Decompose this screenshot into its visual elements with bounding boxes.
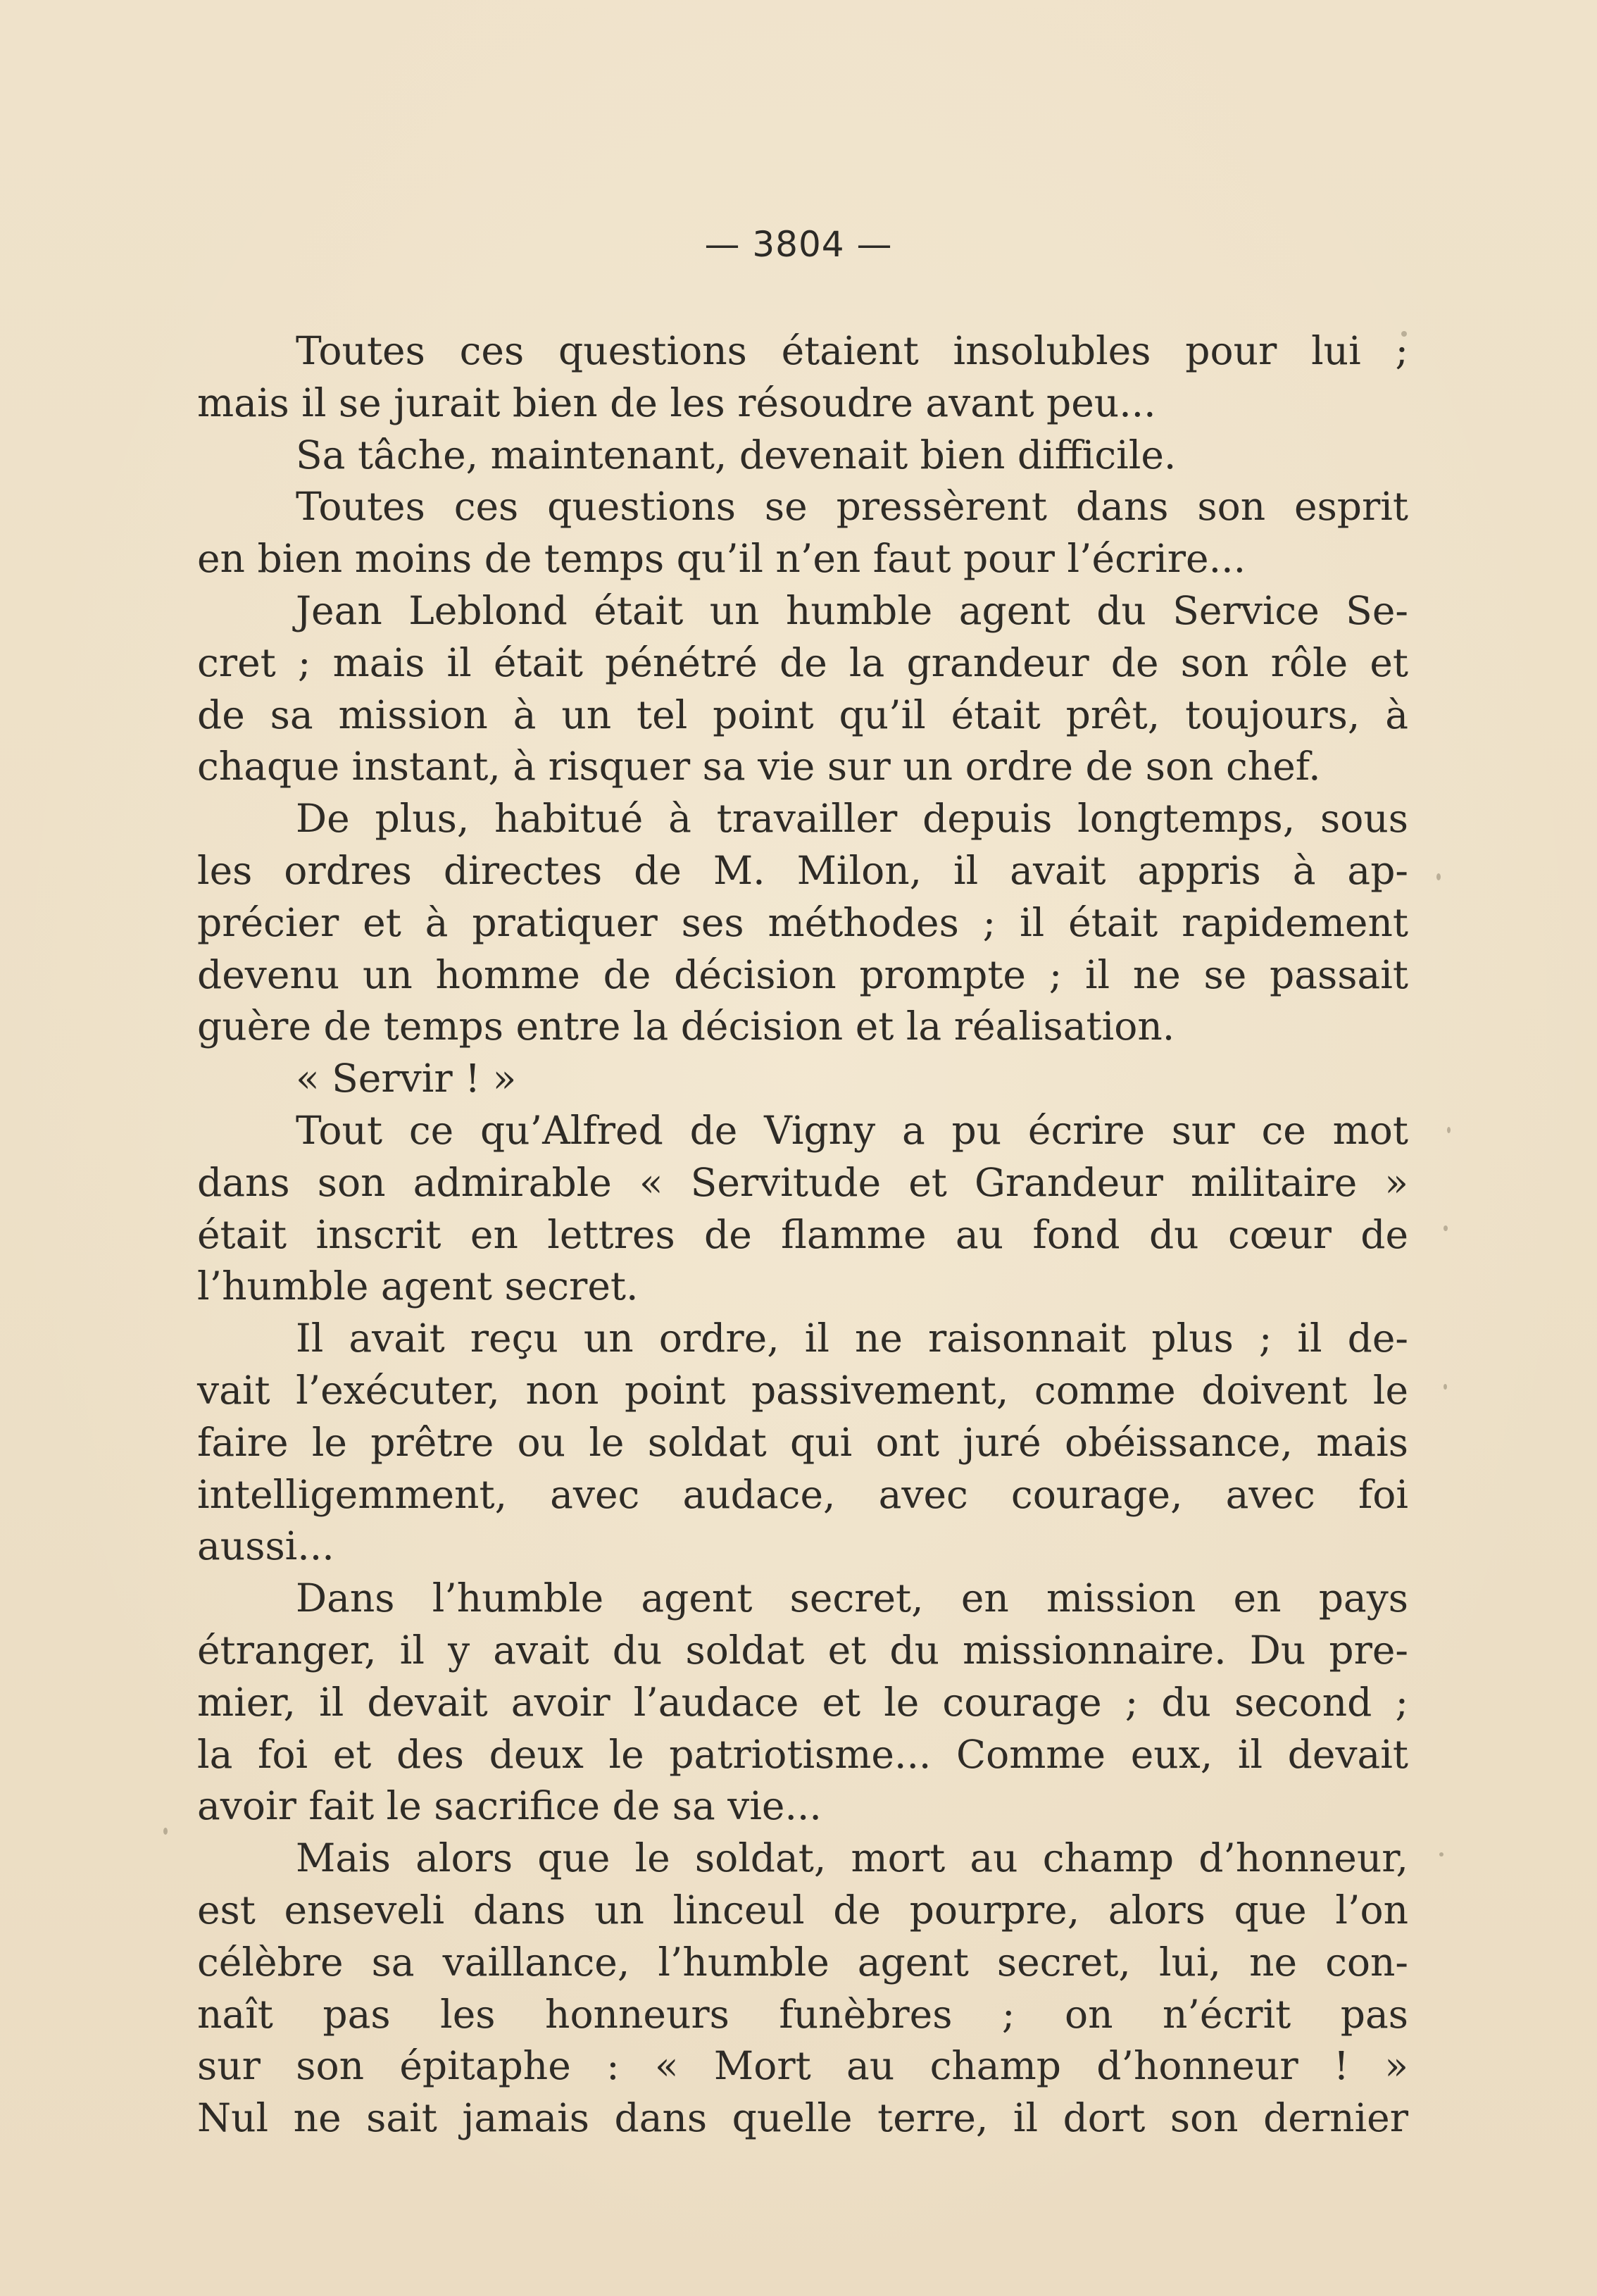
text-line: De plus, habitué à travailler depuis longtemps, sous <box>296 796 1408 842</box>
text-line: avoir fait le sacrifice de sa vie... <box>197 1783 822 1829</box>
paper-speck <box>1443 1225 1448 1231</box>
text-line: en bien moins de temps qu’il n’en faut pour l’écrire... <box>197 536 1246 582</box>
paper-speck <box>1443 1384 1447 1390</box>
text-line: « Servir ! » <box>296 1056 517 1102</box>
text-line: Toutes ces questions étaient insolubles pour lui ; <box>296 328 1408 373</box>
text-line: célèbre sa vaillance, l’humble agent secret, lui, ne con- <box>197 1939 1408 1985</box>
text-line: Mais alors que le soldat, mort au champ d’honneur, <box>296 1835 1408 1881</box>
text-line: Il avait reçu un ordre, il ne raisonnait plus ; il de- <box>296 1316 1408 1361</box>
text-line: intelligemment, avec audace, avec courage, avec foi <box>197 1471 1408 1517</box>
text-line: est enseveli dans un linceul de pourpre, alors que l’on <box>197 1887 1408 1933</box>
text-line: faire le prêtre ou le soldat qui ont juré obéissance, mais <box>197 1419 1408 1465</box>
text-line: Nul ne sait jamais dans quelle terre, il dort son dernier <box>197 2095 1408 2141</box>
text-line: devenu un homme de décision prompte ; il ne se passait <box>197 952 1408 997</box>
text-line: Jean Leblond était un humble agent du Service Se- <box>296 587 1408 633</box>
body-text <box>197 325 1408 2145</box>
text-line: vait l’exécuter, non point passivement, comme doivent le <box>197 1367 1408 1413</box>
text-line: mais il se jurait bien de les résoudre avant peu... <box>197 380 1156 425</box>
paper-speck <box>1436 873 1441 880</box>
text-line: était inscrit en lettres de flamme au fond du cœur de <box>197 1211 1408 1257</box>
text-line: dans son admirable « Servitude et Grandeur militaire » <box>197 1159 1408 1205</box>
text-line: la foi et des deux le patriotisme... Comme eux, il devait <box>197 1731 1408 1777</box>
text-line: guère de temps entre la décision et la réalisation. <box>197 1004 1175 1049</box>
paper-speck <box>1447 1127 1451 1133</box>
paper-speck <box>163 1828 168 1835</box>
text-line: précier et à pratiquer ses méthodes ; il était rapidement <box>197 899 1408 945</box>
text-line: de sa mission à un tel point qu’il était prêt, toujours, à <box>197 692 1408 737</box>
text-line: les ordres directes de M. Milon, il avait appris à ap- <box>197 847 1408 893</box>
text-line: Dans l’humble agent secret, en mission en pays <box>296 1576 1408 1621</box>
text-line: Tout ce qu’Alfred de Vigny a pu écrire sur ce mot <box>296 1107 1408 1153</box>
paper-speck <box>1401 331 1407 337</box>
text-line: mier, il devait avoir l’audace et le courage ; du second ; <box>197 1679 1408 1725</box>
text-line: Sa tâche, maintenant, devenait bien difficile. <box>296 432 1177 478</box>
text-line: Toutes ces questions se pressèrent dans son esprit <box>296 484 1408 530</box>
text-line: naît pas les honneurs funèbres ; on n’écrit pas <box>197 1991 1408 2037</box>
text-line: étranger, il y avait du soldat et du missionnaire. Du pre- <box>197 1627 1408 1673</box>
text-line: aussi... <box>197 1523 334 1569</box>
text-line: sur son épitaphe : « Mort au champ d’honneur ! » <box>197 2043 1408 2089</box>
page-number: — 3804 — <box>704 224 893 265</box>
text-line: cret ; mais il était pénétré de la grandeur de son rôle et <box>197 639 1408 685</box>
text-line: chaque instant, à risquer sa vie sur un ordre de son chef. <box>197 744 1321 790</box>
text-line: l’humble agent secret. <box>197 1264 639 1309</box>
paper-speck <box>1439 1852 1443 1857</box>
